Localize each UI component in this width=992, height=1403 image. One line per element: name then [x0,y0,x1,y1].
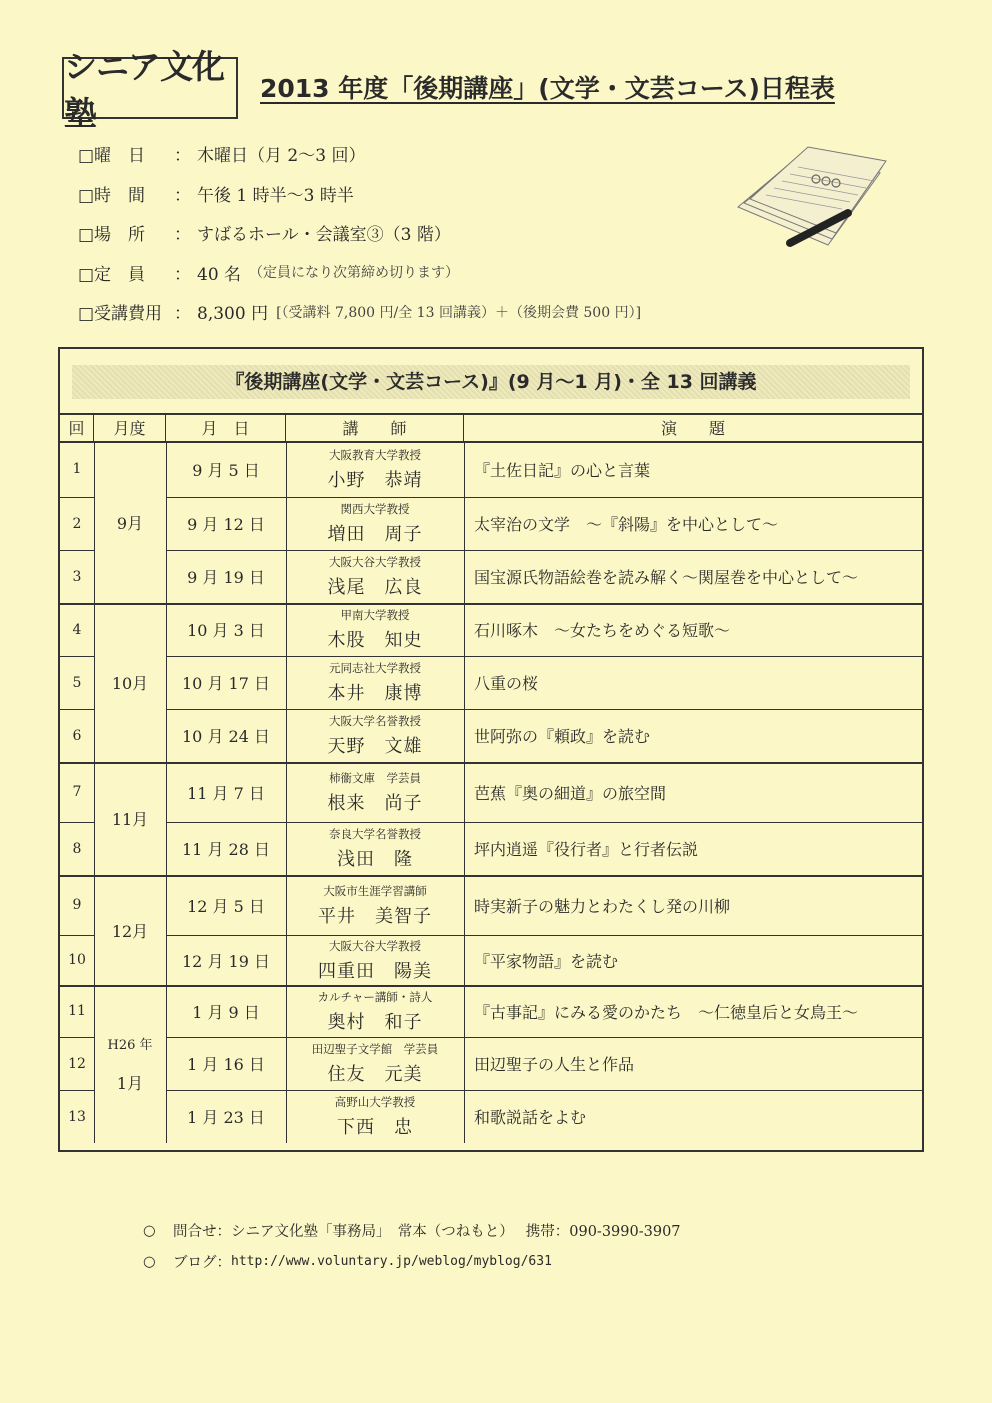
lecturer-name: 浅田 隆 [337,849,413,870]
lecture-topic: 芭蕉『奥の細道』の旅空間 [474,783,667,803]
row-number: 4 [72,621,82,638]
lecturer-affiliation: 関西大学教授 [340,502,410,516]
lecturer-name: 木股 知史 [327,630,423,651]
info-value: 40 名 [197,264,242,285]
lecturer-name: 増田 周子 [327,524,423,545]
info-row-time: □時 間 ： 午後 1 時半〜3 時半 [78,174,641,214]
info-list [78,134,641,332]
row-number: 8 [72,840,82,857]
row-number: 13 [68,1108,86,1125]
lecturer-affiliation: 田辺聖子文学館 学芸員 [311,1042,439,1056]
info-value: すばるホール・会議室③（3 階） [197,225,451,246]
row-number: 5 [72,674,82,691]
lecture-topic: 太宰治の文学 〜『斜陽』を中心として〜 [474,515,779,534]
month-cell [94,441,166,603]
lecture-topic: 八重の桜 [474,674,539,693]
logo: シニア文化塾 [62,57,238,119]
lecture-topic: 世阿弥の『頼政』を読む [474,727,651,746]
info-row-fee: □受講費用 ： 8,300 円 [（受講料 7,800 円/全 13 回講義）＋（後期会費 500 円）] [78,292,641,332]
lecture-date: 12 月 5 日 [187,896,265,916]
info-note: [（受講料 7,800 円/全 13 回講義）＋（後期会費 500 円）] [276,304,642,321]
footer [143,1215,681,1277]
header-topic: 演 題 [660,418,725,438]
info-label: □曜 日 [78,146,146,167]
lecturer-name: 四重田 陽美 [318,960,432,982]
lecturer-name: 住友 元美 [327,1064,423,1085]
lecturer-cell [286,935,464,985]
info-note: （定員になり次第締め切ります） [249,265,460,282]
info-label: □時 間 [78,185,146,206]
month-cell [94,985,166,1143]
lecturer-cell [286,1037,464,1090]
lecturer-cell [286,497,464,550]
contact-phone: 携帯：090-3990-3907 [525,1224,681,1240]
table-grid [60,413,922,1143]
header-date: 月 日 [166,413,286,441]
lecturer-cell [286,762,464,822]
lecture-topic: 和歌説話をよむ [474,1108,587,1127]
lecturer-cell [286,709,464,762]
month-label: 11月 [111,810,149,829]
month-cell [94,875,166,985]
table-title-row [60,349,922,415]
row-number: 10 [68,952,86,968]
lecture-date: 1 月 16 日 [187,1055,265,1074]
lecturer-cell [286,875,464,935]
lecture-date: 11 月 28 日 [182,840,270,859]
info-label: □場 所 [78,225,146,246]
lecturer-cell [286,603,464,656]
row-number: 3 [72,568,82,585]
column-rule [166,441,167,1143]
header-num: 回 [60,413,94,441]
lecturer-name: 天野 文雄 [327,736,423,757]
info-value: 8,300 円 [197,304,269,325]
footer-blog [143,1246,681,1277]
lecture-topic: 田辺聖子の人生と作品 [474,1055,635,1074]
info-row-day: □曜 日 ： 木曜日（月 2〜3 回） [78,134,641,174]
lecture-date: 1 月 23 日 [187,1108,265,1127]
lecturer-name: 奥村 和子 [327,1011,423,1033]
lecturer-cell [286,441,464,497]
lecture-date: 1 月 9 日 [192,1002,260,1022]
lecture-topic: 『古事記』にみる愛のかたち 〜仁徳皇后と女鳥王〜 [474,1002,859,1022]
header-month: 月度 [94,413,166,441]
lecture-topic: 『土佐日記』の心と言葉 [474,460,651,480]
lecture-date: 9 月 19 日 [187,568,265,587]
lecture-date: 11 月 7 日 [187,783,265,803]
column-rule [464,441,465,1143]
lecturer-cell [286,985,464,1037]
header-lecturer: 講 師 [286,413,464,441]
lecture-date: 12 月 19 日 [182,951,270,971]
lecturer-affiliation: 奈良大学名誉教授 [329,827,421,841]
contact-label: 問合せ：シニア文化塾「事務局」 常本（つねもと） [173,1224,514,1240]
lecturer-name: 平井 美智子 [318,905,432,927]
lecturer-affiliation: カルチャー講師・詩人 [317,989,433,1004]
lecture-date: 10 月 24 日 [182,727,270,746]
info-value: 午後 1 時半〜3 時半 [197,185,354,206]
lecturer-name: 本井 康博 [327,683,423,704]
lecturer-affiliation: 柿衞文庫 学芸員 [329,770,421,785]
info-label: □定 員 [78,264,146,285]
lecture-topic: 『平家物語』を読む [474,951,619,971]
lecturer-affiliation: 元同志社大学教授 [329,661,421,675]
lecturer-cell [286,656,464,709]
lecture-date: 9 月 12 日 [187,515,265,534]
month-label: 12月 [111,921,149,941]
row-number: 6 [72,727,82,744]
lecturer-affiliation: 大阪大谷大学教授 [329,938,421,953]
lecturer-name: 浅尾 広良 [327,577,423,598]
row-number: 2 [72,515,82,532]
blog-label: ブログ： [173,1255,231,1271]
lecture-date: 10 月 17 日 [182,674,270,693]
lecturer-affiliation: 高野山大学教授 [334,1095,416,1109]
page-title: 2013 年度「後期講座」(文学・文芸コース)日程表 [260,74,835,103]
schedule-table [58,347,924,1152]
lecturer-affiliation: 甲南大学教授 [340,608,410,622]
row-number: 1 [72,461,82,477]
lecturer-name: 根来 尚子 [327,792,423,814]
info-label: □受講費用 [78,304,163,325]
column-rule [94,441,95,1143]
month-label: 9月 [116,513,144,533]
lecturer-affiliation: 大阪市生涯学習講師 [323,883,427,898]
footer-contact [143,1215,681,1246]
header [62,47,942,133]
row-number: 7 [72,784,82,800]
lecture-topic: 時実新子の魅力とわたくし発の川柳 [474,896,731,916]
month-label: 1月 [116,1074,144,1093]
lecturer-affiliation: 大阪大学名誉教授 [329,714,421,728]
row-number: 12 [68,1055,86,1072]
column-rule [286,441,287,1143]
lecture-topic: 坪内逍遥『役行者』と行者伝説 [474,840,699,859]
table-title: 『後期講座(文学・文芸コース)』(9 月〜1 月)・全 13 回講義 [225,371,757,393]
month-year: H26 年 [107,1038,153,1053]
bullet-icon: ○ [143,1253,156,1270]
lecture-topic: 石川啄木 〜女たちをめぐる短歌〜 [474,621,731,640]
lecturer-cell [286,1090,464,1143]
month-cell [94,603,166,762]
notebook-pen-icon [730,135,895,260]
lecturer-affiliation: 大阪大谷大学教授 [329,555,421,569]
bullet-icon: ○ [143,1222,156,1239]
month-label: 10月 [111,674,149,693]
lecturer-cell [286,550,464,603]
row-number: 9 [72,897,82,913]
lecturer-name: 小野 恭靖 [327,469,423,491]
blog-link[interactable]: http://www.voluntary.jp/weblog/myblog/631 [231,1254,552,1269]
lecturer-affiliation: 大阪教育大学教授 [329,447,421,462]
lecture-topic: 国宝源氏物語絵巻を読み解く〜関屋巻を中心として〜 [474,568,859,587]
lecturer-cell [286,822,464,875]
lecture-date: 9 月 5 日 [192,460,260,480]
info-row-place: □場 所 ： すばるホール・会議室③（3 階） [78,213,641,253]
lecture-date: 10 月 3 日 [187,621,265,640]
info-value: 木曜日（月 2〜3 回） [197,146,366,167]
month-cell [94,762,166,875]
lecturer-name: 下西 忠 [337,1117,413,1138]
row-number: 11 [68,1003,86,1019]
info-row-capacity: □定 員 ： 40 名 （定員になり次第締め切ります） [78,253,641,293]
